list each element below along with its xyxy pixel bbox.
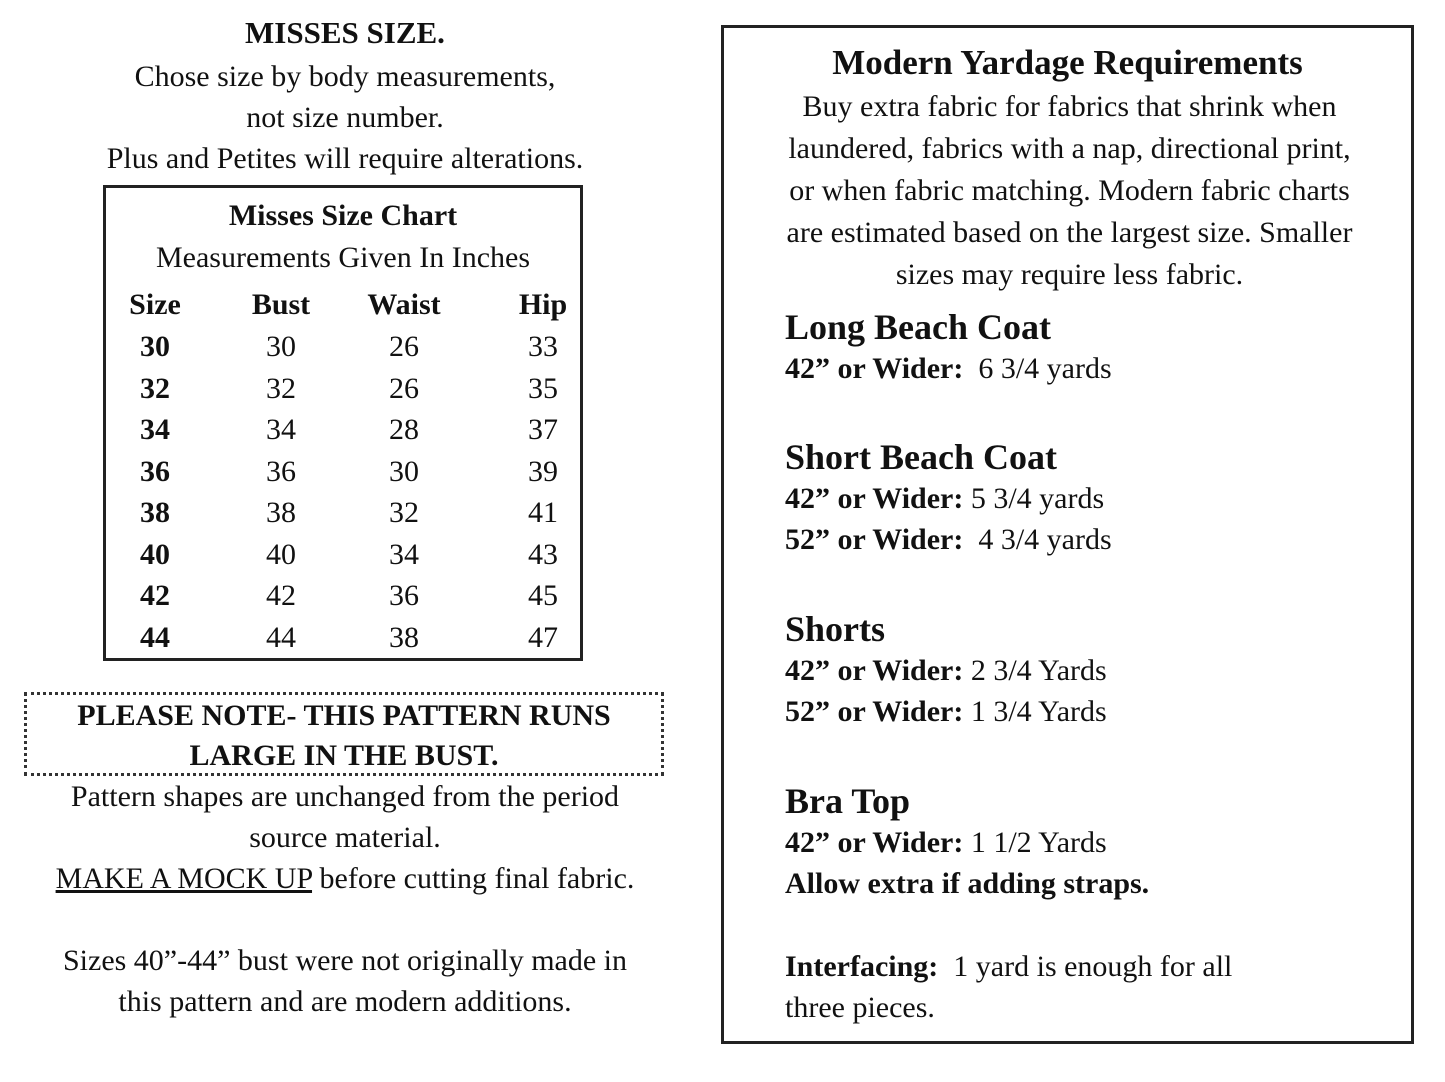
width-label: 42” or Wider: [785, 352, 964, 385]
section-shorts [785, 608, 1385, 732]
header-hip: Hip [518, 288, 568, 321]
width-label: 42” or Wider: [785, 826, 964, 859]
yardage-box [721, 25, 1414, 1044]
note-text-line: Pattern shapes are unchanged from the period [70, 780, 620, 813]
note-text-line: source material. [249, 821, 441, 854]
width-label: 42” or Wider: [785, 482, 964, 515]
yardage-title: Modern Yardage Requirements [832, 43, 1303, 82]
misses-size-heading: MISSES SIZE. [245, 15, 445, 50]
hip-cell: 37 [528, 413, 558, 446]
hip-cell: 39 [528, 454, 558, 488]
pattern-note-text [20, 776, 670, 858]
section-title: Shorts [785, 609, 886, 649]
waist-cell: 36 [389, 579, 419, 612]
section-short-beach-coat [785, 436, 1385, 560]
yardage-value: 2 3/4 Yards [963, 654, 1107, 687]
yardage-line [785, 348, 1385, 389]
note-line: PLEASE NOTE- THIS PATTERN RUNS [77, 699, 611, 732]
hip-cell: 35 [528, 371, 558, 405]
intro-line: Chose size by body measurements, [134, 60, 556, 93]
width-label: 42” or Wider: [785, 654, 964, 687]
sizes-note-line: Sizes 40”-44” bust were not originally made in [62, 944, 628, 977]
mock-up-instruction [20, 858, 670, 899]
interfacing-line [785, 946, 1385, 987]
yardage-value: 5 3/4 yards [963, 482, 1105, 515]
size-intro [20, 56, 670, 179]
yardage-line [785, 691, 1385, 732]
mock-up-rest: before cutting final fabric. [312, 862, 635, 895]
size-cell: 30 [140, 330, 170, 363]
header-size: Size [129, 288, 181, 321]
section-title: Long Beach Coat [785, 307, 1052, 347]
bust-column [236, 326, 326, 658]
bust-cell: 34 [266, 413, 296, 446]
size-cell: 42 [140, 579, 170, 612]
hip-column [498, 326, 588, 658]
hip-cell: 43 [528, 537, 558, 571]
yardage-line [785, 650, 1385, 691]
width-label: 52” or Wider: [785, 695, 964, 728]
size-cell: 44 [140, 620, 170, 654]
waist-cell: 30 [389, 454, 419, 488]
bust-cell: 44 [266, 620, 296, 654]
yardage-intro-line: laundered, fabrics with a nap, directional print, [788, 132, 1351, 165]
size-cell: 36 [140, 454, 170, 488]
waist-cell: 26 [389, 371, 419, 405]
waist-cell: 32 [389, 496, 419, 529]
width-label: 52” or Wider: [785, 523, 964, 556]
bust-cell: 38 [266, 496, 296, 529]
interfacing-text: 1 yard is enough for all [938, 950, 1233, 983]
header-waist: Waist [367, 288, 441, 321]
bust-cell: 36 [266, 454, 296, 488]
size-cell: 34 [140, 413, 170, 446]
yardage-line [785, 822, 1385, 863]
yardage-intro-line: Buy extra fabric for fabrics that shrink when [802, 90, 1337, 123]
yardage-intro-line: are estimated based on the largest size. Smaller [786, 216, 1353, 249]
interfacing-label: Interfacing: [785, 950, 939, 983]
mock-up-emphasis: MAKE A MOCK UP [55, 862, 313, 895]
bust-cell: 42 [266, 579, 296, 612]
yardage-value: 1 3/4 Yards [963, 695, 1107, 728]
hip-cell: 45 [528, 579, 558, 612]
section-title: Short Beach Coat [785, 437, 1057, 477]
yardage-value: 4 3/4 yards [963, 523, 1112, 556]
size-chart-subtitle: Measurements Given In Inches [155, 241, 531, 274]
pattern-note-box [24, 692, 664, 776]
yardage-intro [732, 86, 1407, 296]
intro-line: Plus and Petites will require alterations. [106, 142, 584, 175]
waist-cell: 34 [389, 537, 419, 571]
size-chart-title: Misses Size Chart [228, 199, 458, 232]
size-cell: 40 [140, 537, 170, 571]
hip-cell: 33 [528, 330, 558, 363]
intro-line: not size number. [246, 101, 444, 134]
yardage-line [785, 519, 1385, 560]
yardage-intro-line: or when fabric matching. Modern fabric charts [789, 174, 1350, 207]
hip-cell: 41 [528, 496, 558, 529]
extra-note: Allow extra if adding straps. [785, 867, 1150, 900]
waist-column [354, 326, 454, 658]
yardage-line [785, 478, 1385, 519]
yardage-value: 6 3/4 yards [963, 352, 1112, 385]
bust-cell: 30 [266, 330, 296, 363]
yardage-value: 1 1/2 Yards [963, 826, 1107, 859]
waist-cell: 26 [389, 330, 419, 363]
bust-cell: 40 [266, 537, 296, 571]
waist-cell: 38 [389, 620, 419, 654]
size-cell: 32 [140, 371, 170, 405]
sizes-note-line: this pattern and are modern additions. [118, 985, 572, 1018]
section-bra-top [785, 780, 1385, 904]
waist-cell: 28 [389, 413, 419, 446]
note-line: LARGE IN THE BUST. [189, 739, 499, 772]
hip-cell: 47 [528, 620, 558, 654]
size-chart-box [103, 185, 583, 661]
bust-cell: 32 [266, 371, 296, 405]
section-title: Bra Top [785, 781, 911, 821]
size-cell: 38 [140, 496, 170, 529]
header-bust: Bust [251, 288, 311, 321]
section-interfacing [785, 946, 1385, 1028]
size-column [120, 326, 190, 658]
interfacing-line: three pieces. [785, 991, 935, 1024]
section-long-beach-coat [785, 306, 1385, 389]
sizes-note [20, 940, 670, 1022]
yardage-intro-line: sizes may require less fabric. [895, 258, 1244, 291]
